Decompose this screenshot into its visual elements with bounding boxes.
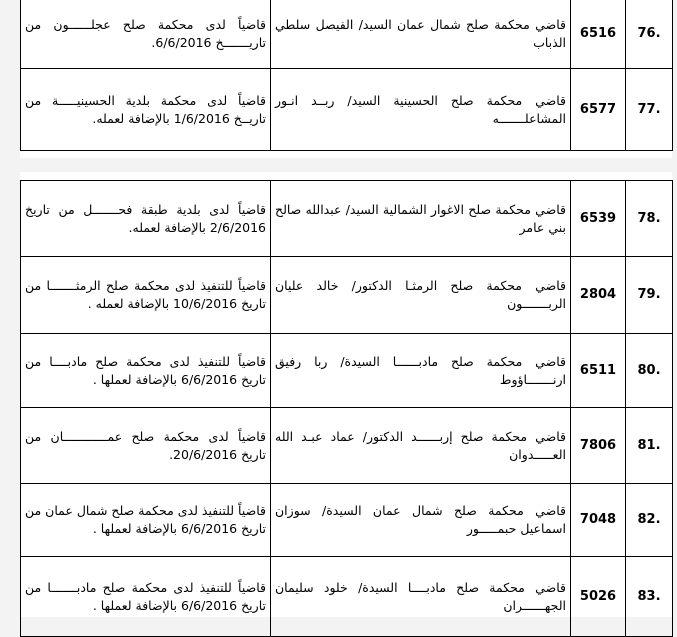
table-row [21,484,673,557]
judge-name: قاضي محكمة صلح شمال عمان السيدة/ سوزان اسماعيل حبمـــــور [271,484,571,557]
judge-name: قاضي محكمة صلح إربــــــد الدكتور/ عماد عبـد الله العـــــدوان [271,408,571,484]
table-row [21,334,673,408]
judges-table-2 [20,180,673,637]
judge-name: قاضي محكمة صلح الاغوار الشمالية السيد/ عبدالله صالح بني عامر [271,181,571,257]
judge-name: قاضي محكمة صلح مادبــــا السيدة/ خلود سليمان الجهــــــران [271,557,571,637]
judge-name: قاضي محكمة صلح الحسينية السيد/ ربــد انـور المشاعلـــــــه [271,69,571,151]
judge-code: 6577 [571,69,626,151]
judge-name: قاضي محكمة صلح مادبــــــا السيدة/ ربا رفيق ارنـــــــاؤوط [271,334,571,408]
row-number: .76 [626,0,673,69]
assignment: قاضياً لدى محكمة صلح عجلــــــون من تاريـــــــخ 6/6/2016. [21,0,271,69]
page-gap [20,158,672,172]
assignment: قاضياً للتنفيذ لدى محكمة صلح مادبـــــــا من تاريخ 6/6/2016 بالإضافة لعملها . [21,557,271,637]
assignment: قاضياً للتنفيذ لدى محكمة صلح مادبــــا من تاريخ 6/6/2016 بالإضافة لعملها . [21,334,271,408]
table-row [21,257,673,334]
judge-code: 2804 [571,257,626,334]
row-number: .83 [626,557,673,637]
table-row [21,69,673,151]
row-number: .81 [626,408,673,484]
row-number: .78 [626,181,673,257]
row-number: .79 [626,257,673,334]
judge-code: 6516 [571,0,626,69]
assignment: قاضياً لدى محكمة بلدية الحسينيـــــة من تاريــخ 1/6/2016 بالإضافة لعمله. [21,69,271,151]
row-number: .80 [626,334,673,408]
judge-code: 7048 [571,484,626,557]
row-number: .77 [626,69,673,151]
table-row [21,557,673,637]
table-row [21,0,673,69]
judge-code: 6539 [571,181,626,257]
page-2 [20,172,672,617]
judge-code: 5026 [571,557,626,637]
row-number: .82 [626,484,673,557]
judge-code: 7806 [571,408,626,484]
judge-name: قاضي محكمة صلح شمال عمان السيد/ الفيصل سلطي الذباب [271,0,571,69]
assignment: قاضياً لدى بلدية طبقة فحـــــــل من تاريخ 2/6/2016 بالإضافة لعمله. [21,181,271,257]
assignment: قاضياً لدى محكمة صلح عمــــــــــــان من تاريخ 20/6/2016. [21,408,271,484]
assignment: قاضياً للتنفيذ لدى محكمة صلح الرمثـــــــا من تاريخ 10/6/2016 بالإضافة لعمله . [21,257,271,334]
page-1 [20,0,672,158]
judge-code: 6511 [571,334,626,408]
table-row [21,408,673,484]
judge-name: قاضي محكمة صلح الرمثـا الدكتور/ خالد عليان الربـــــــون [271,257,571,334]
assignment: قاضياً للتنفيذ لدى محكمة صلح شمال عمان من تاريخ 6/6/2016 بالإضافة لعملها . [21,484,271,557]
table-row [21,181,673,257]
judges-table-1 [20,0,673,151]
